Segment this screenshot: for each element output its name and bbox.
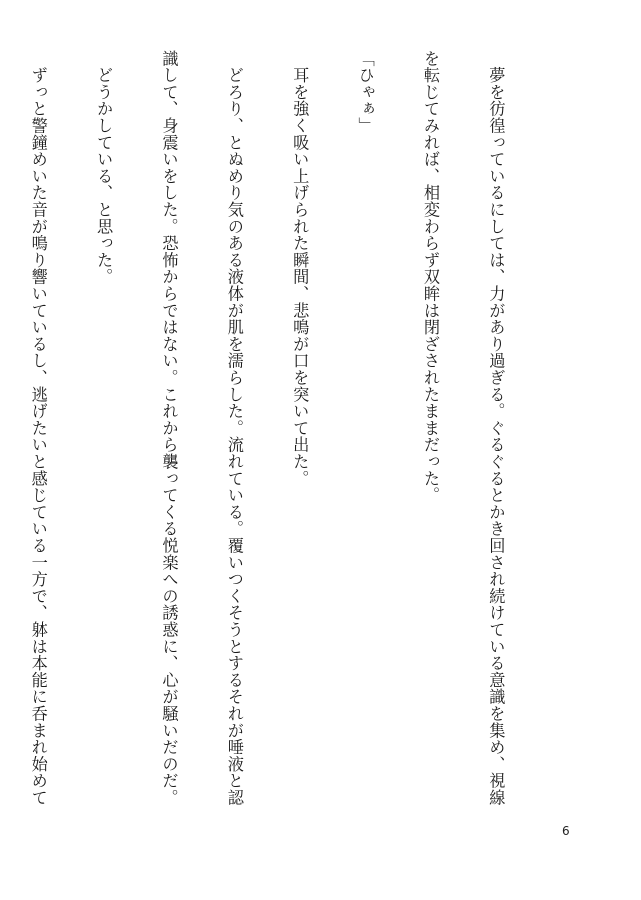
text-line: 識して、身震いをした。恐怖からではない。これから襲ってくる悦楽への誘惑に、心が騒いだのだ。 [159,50,179,806]
text-line: どろり、とぬめり気のある液体が肌を濡らした。流れている。覆いつくそうとするそれが唾液と認 [224,50,244,806]
text-line: を転じてみれば、相変わらず双眸は閉ざされたままだった。 [421,50,441,504]
text-line: 「ひゃぁ」 [355,50,375,134]
page-number: 6 [562,824,570,838]
text-line: どうかしている、と思った。 [94,50,114,286]
text-line: 耳を強く吸い上げられた瞬間、悲鳴が口を突いて出た。 [290,50,310,487]
text-line: ずっと警鐘めいた音が鳴り響いているし、逃げたいと感じている一方で、躰は本能に呑まれ始めて [28,50,48,806]
vertical-text-body [28,50,550,810]
text-line: 夢を彷徨っているにしては、力があり過ぎる。ぐるぐるとかき回され続けている意識を集め、視線 [486,50,506,806]
